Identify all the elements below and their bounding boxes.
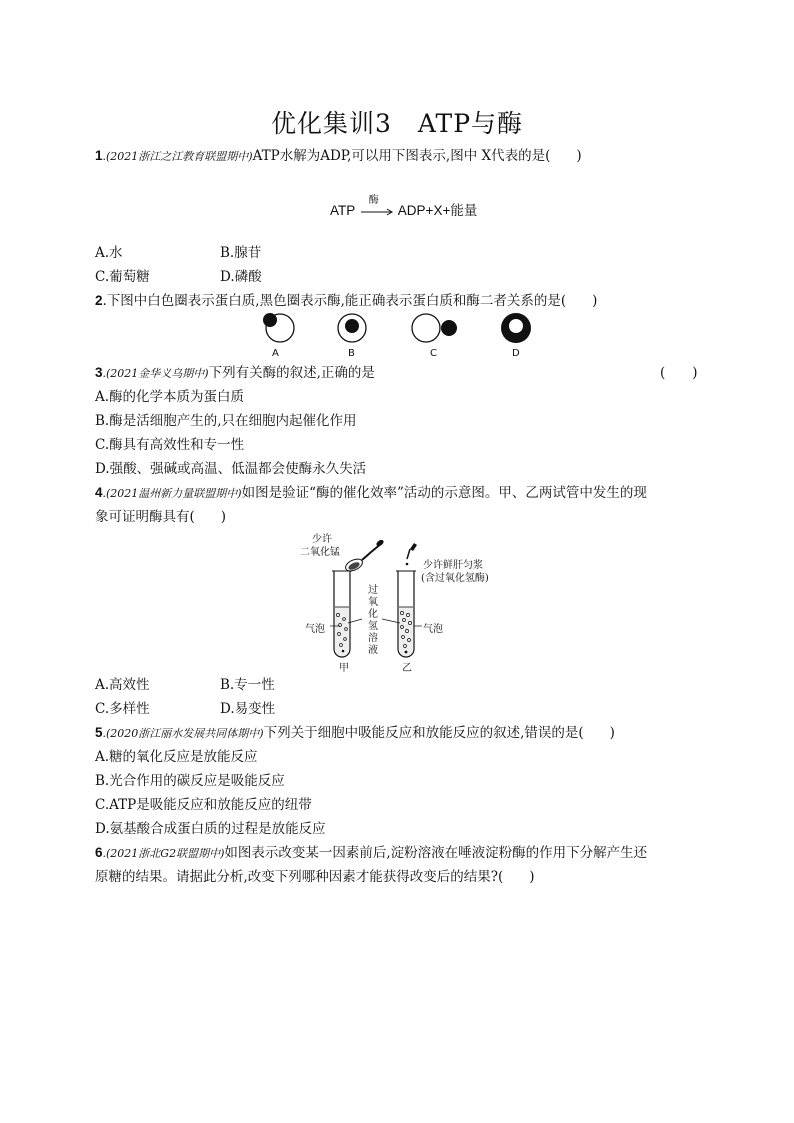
q5-option-c: C.ATP是吸能反应和放能反应的纽带 <box>95 797 312 813</box>
question-3-stem <box>95 363 375 384</box>
q5-option-b: B.光合作用的碳反应是吸能反应 <box>95 773 285 789</box>
label-liver-2: (含过氧化氢酶) <box>421 573 489 584</box>
label-mno2-2: 二氧化锰 <box>300 547 340 558</box>
question-4-source: .(2021温州新力量联盟期中) <box>102 487 242 500</box>
label-bubble-left: 气泡 <box>305 624 325 635</box>
dropper-icon <box>406 543 417 565</box>
page-title: 优化集训3 ATP与酶 <box>270 109 524 138</box>
option-d-white-circle <box>509 319 523 333</box>
question-3-text: 下列有关酶的叙述,正确的是 <box>208 365 375 381</box>
q1-option-d: D.磷酸 <box>220 269 262 285</box>
figure-label-a: A <box>272 348 279 359</box>
question-2-text: .下图中白色圈表示蛋白质,黑色圈表示酶,能正确表示蛋白质和酶二者关系的是( <box>102 293 567 309</box>
q4-option-b: B.专一性 <box>220 677 275 693</box>
spoon-icon <box>344 539 385 574</box>
question-4-text-2: 象可证明酶具有( <box>95 509 195 525</box>
enzyme-protein-circles-figure <box>250 308 550 364</box>
figure-label-c: C <box>430 348 437 359</box>
question-4-text-1: 如图是验证“酶的催化效率”活动的示意图。甲、乙两试管中发生的现 <box>241 485 647 501</box>
q1-option-a: A.水 <box>95 245 123 261</box>
q3-option-c: C.酶具有高效性和专一性 <box>95 437 245 453</box>
question-3-number: 3 <box>95 365 103 380</box>
q3-option-d: D.强酸、强碱或高温、低温都会使酶永久失活 <box>95 461 367 477</box>
q4-option-d: D.易变性 <box>220 701 276 717</box>
q4-option-a: A.高效性 <box>95 677 150 693</box>
test-tube-yi <box>396 571 416 657</box>
question-4-stem-line1 <box>95 483 647 504</box>
q5-option-a: A.糖的氧化反应是放能反应 <box>95 749 258 765</box>
q1-option-b: B.腺苷 <box>220 245 262 261</box>
question-2-number: 2 <box>95 293 103 308</box>
label-liver-1: 少许鲜肝匀浆 <box>423 560 483 571</box>
option-a-black-circle <box>263 313 277 327</box>
figure-label-b: B <box>348 348 355 359</box>
question-1-stem: 1.(2021浙江之江教育联盟期中)ATP水解为ADP,可以用下图表示,图中 X代表的是( ) <box>95 148 582 164</box>
question-5-source: .(2020浙江丽水发展共同体期中) <box>102 727 264 740</box>
question-3-source: .(2021金华义乌期中) <box>102 367 209 380</box>
label-tube-yi: 乙 <box>402 663 412 674</box>
question-5-number: 5 <box>95 725 103 740</box>
test-tube-jia <box>332 571 352 657</box>
question-5-text: 下列关于细胞中吸能反应和放能反应的叙述,错误的是( <box>263 725 584 741</box>
atp-equation <box>330 195 478 221</box>
label-bubble-right: 气泡 <box>423 624 443 635</box>
option-c-black-circle <box>441 320 457 336</box>
question-1-source: .(2021浙江之江教育联盟期中) <box>102 150 253 163</box>
q1-option-c: C.葡萄糖 <box>95 269 150 285</box>
q5-option-d: D.氨基酸合成蛋白质的过程是放能反应 <box>95 821 326 837</box>
question-6-source: .(2021浙北G2联盟期中) <box>102 847 225 860</box>
q4-option-c: C.多样性 <box>95 701 150 717</box>
option-c-white-circle <box>412 314 440 342</box>
question-5-stem: 5.(2020浙江丽水发展共同体期中)下列关于细胞中吸能反应和放能反应的叙述,错误的是( ) <box>95 725 615 741</box>
question-4-stem-line2: 象可证明酶具有( ) <box>95 509 227 525</box>
question-6-text-1: 如图表示改变某一因素前后,淀粉溶液在唾液淀粉酶的作用下分解产生还 <box>224 845 648 861</box>
question-2-stem: 2.下图中白色圈表示蛋白质,黑色圈表示酶,能正确表示蛋白质和酶二者关系的是( ) <box>95 293 598 309</box>
question-6-number: 6 <box>95 845 103 860</box>
question-4-number: 4 <box>95 485 103 500</box>
question-1-number: 1 <box>95 148 103 163</box>
question-6-text-2: 原糖的结果。请据此分析,改变下列哪种因素才能获得改变后的结果?( <box>95 869 504 885</box>
q3-option-a: A.酶的化学本质为蛋白质 <box>95 389 245 405</box>
label-tube-jia: 甲 <box>339 663 349 674</box>
figure-label-d: D <box>512 348 520 359</box>
enzyme-label: 酶 <box>368 195 379 206</box>
q3-option-b: B.酶是活细胞产生的,只在细胞内起催化作用 <box>95 413 357 429</box>
label-h2o2-solution: 过氧化氢溶液 <box>368 585 378 656</box>
question-6-stem-line1 <box>95 843 647 864</box>
question-6-stem-line2: 原糖的结果。请据此分析,改变下列哪种因素才能获得改变后的结果?( ) <box>95 869 535 885</box>
label-mno2-1: 少许 <box>312 534 332 545</box>
reaction-arrow <box>359 195 395 221</box>
equation-left: ATP <box>330 203 356 218</box>
equation-right: ADP+X+能量 <box>397 203 478 218</box>
option-b-black-circle <box>345 319 359 333</box>
question-3-answer-paren: ( ) <box>660 365 698 381</box>
question-1-text: ATP水解为ADP,可以用下图表示,图中 X代表的是( <box>252 148 551 164</box>
